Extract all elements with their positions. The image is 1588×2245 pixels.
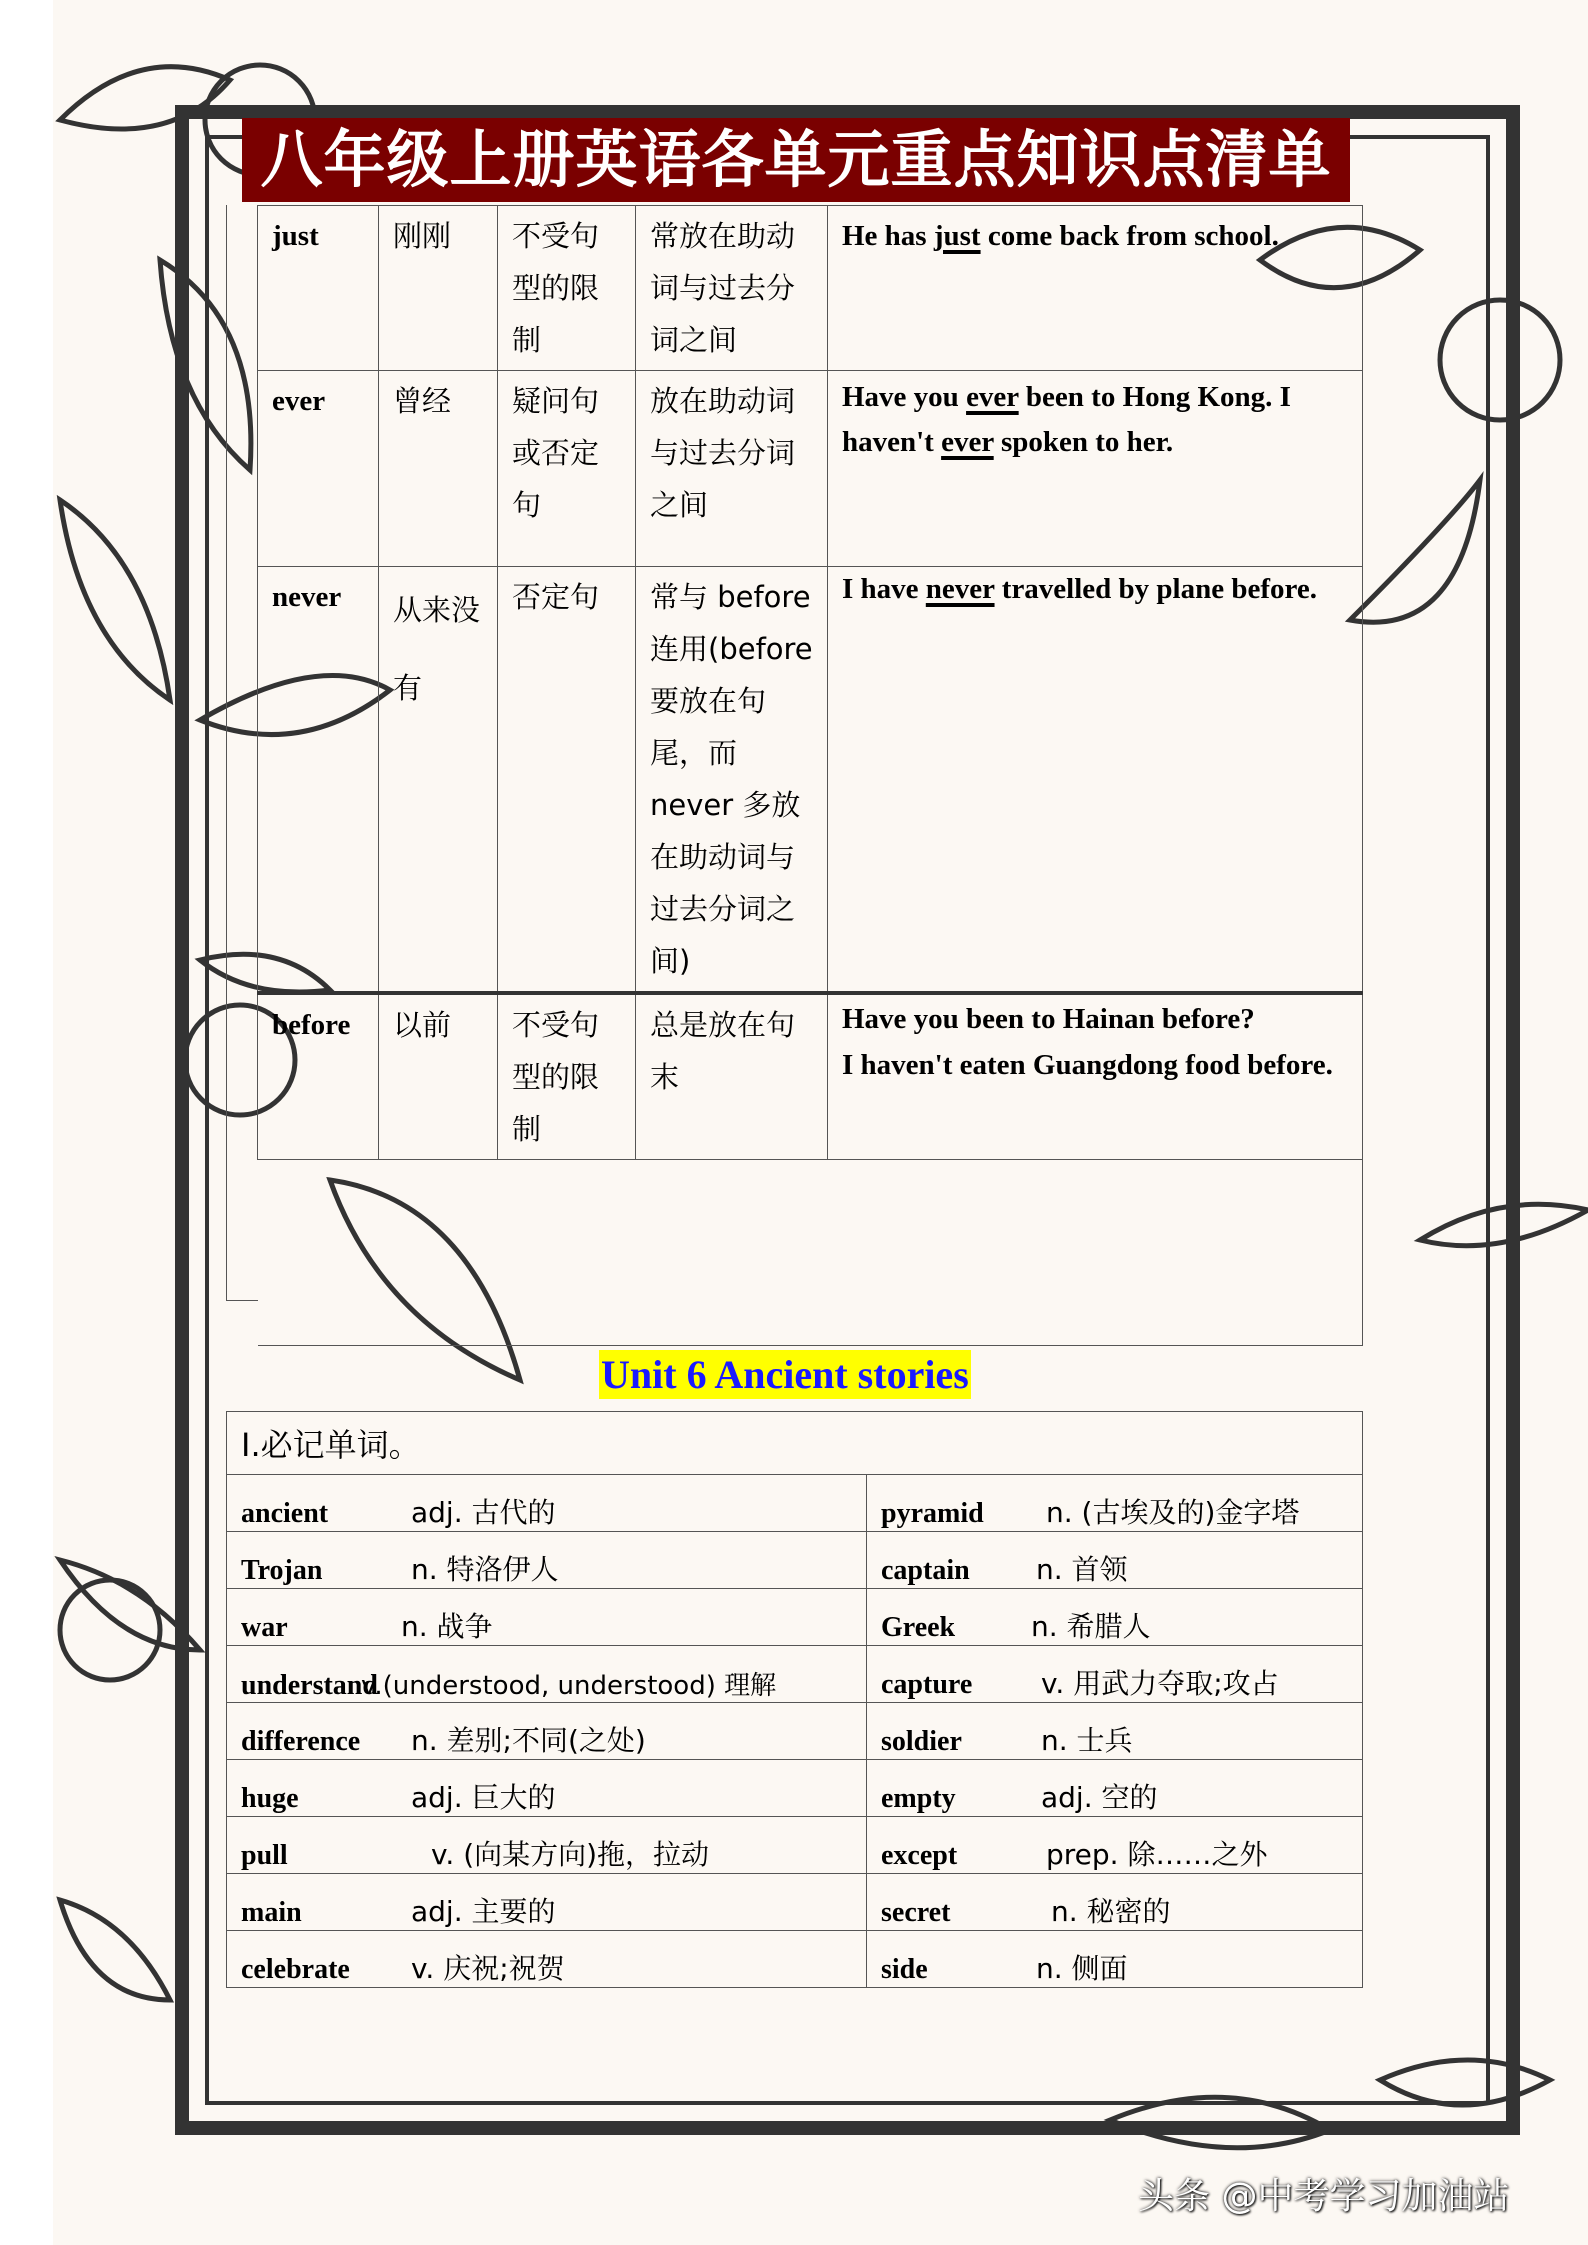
vocab-definition: n. 士兵 — [1041, 1724, 1133, 1757]
vocab-definition: n. 特洛伊人 — [411, 1553, 559, 1586]
vocab-cell — [867, 1703, 1363, 1760]
usage-cell: 不受句型的限制 — [498, 993, 636, 1160]
vocab-row — [227, 1646, 1363, 1703]
vocab-word: war — [241, 1612, 288, 1643]
vocab-word: celebrate — [241, 1954, 350, 1985]
adverb-table — [257, 205, 1363, 1346]
vocab-cell — [867, 1817, 1363, 1874]
vocab-cell — [867, 1874, 1363, 1931]
vocab-definition: adj. 古代的 — [411, 1496, 556, 1529]
vocab-cell — [227, 1532, 867, 1589]
position-cell: 常放在助动词与过去分词之间 — [636, 206, 828, 371]
vocab-definition: adj. 主要的 — [411, 1895, 556, 1928]
underlined-word: ever — [966, 381, 1019, 413]
example-text: spoken to her. — [993, 426, 1174, 458]
vocab-row — [227, 1931, 1363, 1988]
vocab-cell — [227, 1703, 867, 1760]
vocab-word: empty — [881, 1783, 956, 1814]
underlined-word: ever — [941, 426, 994, 458]
vocab-definition: n. 希腊人 — [1031, 1610, 1151, 1643]
vocab-definition: n. (古埃及的)金字塔 — [1046, 1496, 1300, 1529]
vocabulary-table — [226, 1411, 1363, 1988]
vocab-word: understand — [241, 1670, 378, 1701]
vocab-cell — [867, 1646, 1363, 1703]
usage-cell: 疑问句或否定句 — [498, 371, 636, 567]
word-cell: before — [258, 993, 379, 1160]
vocab-row — [227, 1475, 1363, 1532]
word-cell: ever — [258, 371, 379, 567]
vocab-word: ancient — [241, 1498, 329, 1529]
vocab-row — [227, 1703, 1363, 1760]
vocab-row — [227, 1874, 1363, 1931]
vocab-word: pull — [241, 1840, 288, 1871]
vocab-cell — [867, 1475, 1363, 1532]
meaning-cell: 以前 — [379, 993, 498, 1160]
vocab-word: difference — [241, 1726, 361, 1757]
vocab-row — [227, 1760, 1363, 1817]
example-text: I have — [842, 573, 926, 605]
vocab-cell — [867, 1931, 1363, 1988]
vocab-word: secret — [881, 1897, 951, 1928]
vocab-cell — [227, 1817, 867, 1874]
vocab-cell — [867, 1760, 1363, 1817]
vocab-word: pyramid — [881, 1498, 984, 1529]
example-text: He has — [842, 220, 934, 252]
vocab-word: main — [241, 1897, 302, 1928]
example-cell — [828, 371, 1363, 567]
vocab-definition: v. 用武力夺取;攻占 — [1041, 1667, 1279, 1700]
position-cell: 总是放在句末 — [636, 993, 828, 1160]
word-cell: just — [258, 206, 379, 371]
vocab-definition: n. 差别;不同(之处) — [411, 1724, 646, 1757]
vocab-word: Trojan — [241, 1555, 323, 1586]
page-title: 八年级上册英语各单元重点知识点清单 — [242, 118, 1350, 202]
example-text: Have you — [842, 381, 967, 413]
vocab-header: I.必记单词。 — [227, 1412, 1363, 1475]
vocab-word: captain — [881, 1555, 970, 1586]
example-cell — [828, 206, 1363, 371]
vocab-row — [227, 1817, 1363, 1874]
example-cell — [828, 993, 1363, 1160]
word-cell: never — [258, 567, 379, 994]
vocab-cell — [227, 1589, 867, 1646]
table-row — [258, 993, 1363, 1160]
vocab-cell — [867, 1589, 1363, 1646]
meaning-cell: 曾经 — [379, 371, 498, 567]
vocab-cell — [227, 1874, 867, 1931]
vocab-row — [227, 1589, 1363, 1646]
example-text: travelled by plane before. — [994, 573, 1317, 605]
vocab-word: side — [881, 1954, 928, 1985]
table-header-row — [227, 1412, 1363, 1475]
meaning-cell: 从来没有 — [379, 567, 498, 994]
table-row — [258, 567, 1363, 994]
vocab-cell — [227, 1475, 867, 1532]
example-cell — [828, 567, 1363, 994]
table-outer-border — [226, 205, 258, 1301]
table-row — [258, 206, 1363, 371]
position-cell: 常与 before 连用(before 要放在句尾，而 never 多放在助动词与过去分词之间) — [636, 567, 828, 994]
vocab-definition: prep. 除……之外 — [1046, 1838, 1268, 1871]
empty-cell — [258, 1160, 1363, 1346]
vocab-word: soldier — [881, 1726, 962, 1757]
position-cell: 放在助动词与过去分词之间 — [636, 371, 828, 567]
vocab-word: huge — [241, 1783, 299, 1814]
vocab-cell — [227, 1760, 867, 1817]
vocab-definition: v.(understood, understood) 理解 — [361, 1671, 777, 1701]
vocab-word: except — [881, 1840, 958, 1871]
vocab-definition: adj. 巨大的 — [411, 1781, 556, 1814]
usage-cell: 不受句型的限制 — [498, 206, 636, 371]
empty-row — [258, 1160, 1363, 1346]
vocab-word: capture — [881, 1669, 973, 1700]
example-text: come back from school. — [980, 220, 1279, 252]
unit-heading: Unit 6 Ancient stories — [601, 1352, 969, 1397]
vocab-definition: n. 秘密的 — [1051, 1895, 1171, 1928]
vocab-definition: adj. 空的 — [1041, 1781, 1158, 1814]
vocab-row — [227, 1532, 1363, 1589]
vocab-cell — [867, 1532, 1363, 1589]
underlined-word: just — [933, 220, 981, 252]
vocab-definition: n. 侧面 — [1036, 1952, 1128, 1985]
vocab-cell — [227, 1646, 867, 1703]
vocab-word: Greek — [881, 1612, 956, 1643]
vocab-definition: n. 战争 — [401, 1610, 493, 1643]
vocab-definition: n. 首领 — [1036, 1553, 1128, 1586]
vocab-definition: v. 庆祝;祝贺 — [411, 1952, 565, 1985]
example-text: been to Hong Kong. I haven't — [842, 381, 1291, 458]
example-line: I haven't eaten Guangdong food before. — [842, 1049, 1333, 1081]
meaning-cell: 刚刚 — [379, 206, 498, 371]
vocab-cell — [227, 1931, 867, 1988]
example-line: Have you been to Hainan before? — [842, 1003, 1255, 1035]
table-row — [258, 371, 1363, 567]
usage-cell: 否定句 — [498, 567, 636, 994]
vocab-definition: v. (向某方向)拖，拉动 — [431, 1838, 710, 1871]
watermark: 头条 @中考学习加油站 — [1138, 2176, 1510, 2217]
underlined-word: never — [925, 573, 995, 605]
